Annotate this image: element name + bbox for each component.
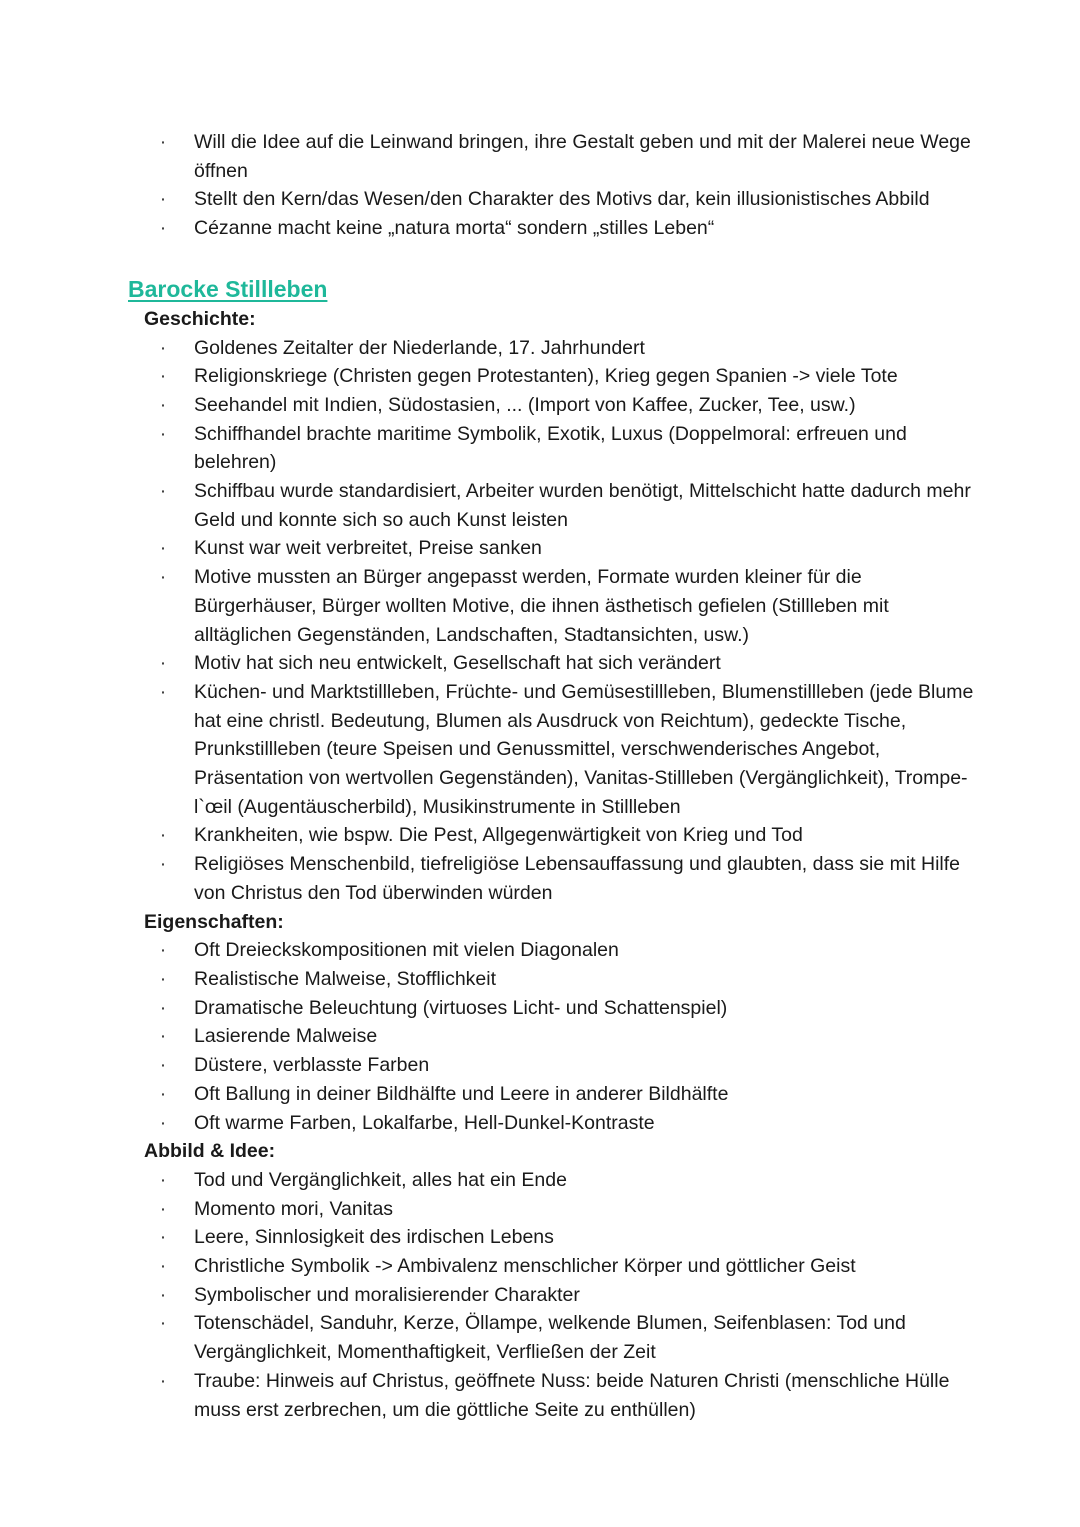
bullet-icon: ·	[159, 336, 167, 359]
bullet-icon: ·	[159, 1255, 167, 1278]
bullet-icon: ·	[159, 1312, 167, 1335]
list-item: · Totenschädel, Sanduhr, Kerze, Öllampe, welkende Blumen, Seifenblasen: Tod und Vergänglichkeit, Momenthaftigkeit, Verfließen der Zeit	[194, 1309, 984, 1366]
list-item: · Schiffhandel brachte maritime Symbolik, Exotik, Luxus (Doppelmoral: erfreuen und belehren)	[194, 420, 984, 477]
abbild-heading: Abbild & Idee:	[144, 1140, 276, 1163]
eigenschaften-heading: Eigenschaften:	[144, 910, 284, 933]
list-item: · Kunst war weit verbreitet, Preise sanken	[194, 534, 984, 563]
list-item: · Düstere, verblasste Farben	[194, 1051, 984, 1080]
list-item: · Motive mussten an Bürger angepasst werden, Formate wurden kleiner für die Bürgerhäuser, Bürger wollten Motive, die ihnen ästhetisch gefielen (Stillleben mit alltäglichen Gegenständen, Landschaften, Stadtansichten, usw.)	[194, 563, 984, 649]
list-item: · Oft Dreieckskompositionen mit vielen Diagonalen	[194, 936, 984, 965]
list-item: · Momento mori, Vanitas	[194, 1195, 984, 1224]
bullet-icon: ·	[159, 422, 167, 445]
list-item: · Stellt den Kern/das Wesen/den Charakter des Motivs dar, kein illusionistisches Abbild	[194, 185, 984, 214]
geschichte-list	[0, 334, 984, 908]
section-title: Barocke Stillleben	[128, 275, 328, 302]
bullet-icon: ·	[159, 967, 167, 990]
list-item: · Leere, Sinnlosigkeit des irdischen Lebens	[194, 1223, 984, 1252]
list-item: · Tod und Vergänglichkeit, alles hat ein Ende	[194, 1166, 984, 1195]
list-item: · Oft Ballung in deiner Bildhälfte und Leere in anderer Bildhälfte	[194, 1080, 984, 1109]
bullet-icon: ·	[159, 824, 167, 847]
bullet-icon: ·	[159, 1197, 167, 1220]
bullet-icon: ·	[159, 393, 167, 416]
list-item: · Symbolischer und moralisierender Charakter	[194, 1281, 984, 1310]
bullet-icon: ·	[159, 1082, 167, 1105]
abbild-list	[0, 1166, 984, 1424]
bullet-icon: ·	[159, 566, 167, 589]
bullet-icon: ·	[159, 996, 167, 1019]
list-item: · Will die Idee auf die Leinwand bringen, ihre Gestalt geben und mit der Malerei neue Wege öffnen	[194, 128, 984, 185]
list-item: · Goldenes Zeitalter der Niederlande, 17. Jahrhundert	[194, 334, 984, 363]
bullet-icon: ·	[159, 1111, 167, 1134]
bullet-icon: ·	[159, 188, 167, 211]
bullet-icon: ·	[159, 537, 167, 560]
list-item: · Seehandel mit Indien, Südostasien, ... (Import von Kaffee, Zucker, Tee, usw.)	[194, 391, 984, 420]
list-item: · Schiffbau wurde standardisiert, Arbeiter wurden benötigt, Mittelschicht hatte dadurch mehr Geld und konnte sich so auch Kunst leisten	[194, 477, 984, 534]
list-item: · Lasierende Malweise	[194, 1022, 984, 1051]
bullet-icon: ·	[159, 939, 167, 962]
eigenschaften-list	[0, 936, 984, 1137]
list-item: · Dramatische Beleuchtung (virtuoses Licht- und Schattenspiel)	[194, 994, 984, 1023]
bullet-icon: ·	[159, 131, 167, 153]
list-item: · Traube: Hinweis auf Christus, geöffnete Nuss: beide Naturen Christi (menschliche Hülle muss erst zerbrechen, um die göttliche Seite zu enthüllen)	[194, 1367, 984, 1424]
bullet-icon: ·	[159, 1226, 167, 1249]
list-item: · Motiv hat sich neu entwickelt, Gesellschaft hat sich verändert	[194, 649, 984, 678]
bullet-icon: ·	[159, 1054, 167, 1077]
bullet-icon: ·	[159, 1025, 167, 1048]
bullet-icon: ·	[159, 652, 167, 675]
bullet-icon: ·	[159, 853, 167, 876]
list-item: · Oft warme Farben, Lokalfarbe, Hell-Dunkel-Kontraste	[194, 1109, 984, 1138]
bullet-icon: ·	[159, 217, 167, 240]
bullet-icon: ·	[159, 1369, 167, 1392]
list-item: · Realistische Malweise, Stofflichkeit	[194, 965, 984, 994]
list-item: · Religionskriege (Christen gegen Protestanten), Krieg gegen Spanien -> viele Tote	[194, 362, 984, 391]
geschichte-heading: Geschichte:	[144, 307, 256, 330]
bullet-icon: ·	[159, 365, 167, 388]
bullet-icon: ·	[159, 680, 167, 703]
list-item: · Christliche Symbolik -> Ambivalenz menschlicher Körper und göttlicher Geist	[194, 1252, 984, 1281]
intro-list	[0, 128, 984, 243]
bullet-icon: ·	[159, 1283, 167, 1306]
list-item: · Krankheiten, wie bspw. Die Pest, Allgegenwärtigkeit von Krieg und Tod	[194, 821, 984, 850]
list-item: · Cézanne macht keine „natura morta“ sondern „stilles Leben“	[194, 214, 984, 243]
list-item: · Religiöses Menschenbild, tiefreligiöse Lebensauffassung und glaubten, dass sie mit Hilfe von Christus den Tod überwinden würden	[194, 850, 984, 907]
bullet-icon: ·	[159, 1168, 167, 1191]
list-item: · Küchen- und Marktstillleben, Früchte- und Gemüsestillleben, Blumenstillleben (jede Blume hat eine christl. Bedeutung, Blumen als Ausdruck von Reichtum), gedeckte Tische, Prunkstillleben (teure Speisen und Genussmittel, verschwenderisches Angebot, Präsentation von wertvollen Gegenständen), Vanitas-Stillleben (Vergänglichkeit), Trompe-l`œil (Augentäuscherbild), Musikinstrumente in Stillleben	[194, 678, 984, 822]
bullet-icon: ·	[159, 480, 167, 503]
